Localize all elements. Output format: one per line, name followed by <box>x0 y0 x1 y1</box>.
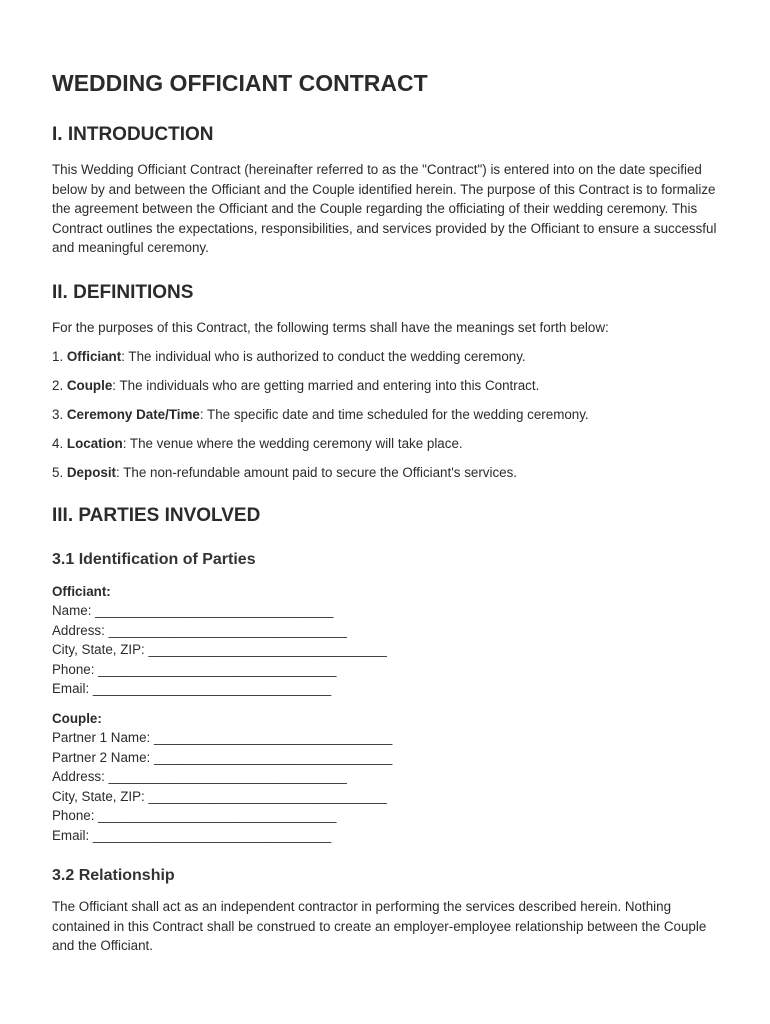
definition-number: 2. <box>52 378 67 394</box>
officiant-label: Officiant: <box>52 583 111 599</box>
officiant-name-field: Name: ________________________________ <box>52 603 334 619</box>
definition-item <box>52 376 718 396</box>
definition-text: : The venue where the wedding ceremony will take place. <box>122 436 463 452</box>
definition-item <box>52 405 718 425</box>
definition-term: Ceremony Date/Time <box>66 407 200 423</box>
definitions-list <box>52 347 718 483</box>
couple-city-field: City, State, ZIP: ________________________________ <box>52 788 387 804</box>
definition-text: : The non-refundable amount paid to secure the Officiant's services. <box>116 465 518 481</box>
officiant-city-field: City, State, ZIP: ________________________________ <box>52 642 387 658</box>
partner1-name-field: Partner 1 Name: ________________________________ <box>52 730 393 746</box>
definition-item <box>52 434 718 454</box>
section-heading-definitions: II. DEFINITIONS <box>52 281 194 303</box>
definition-term: Location <box>66 436 123 452</box>
definition-number: 1. <box>52 349 67 364</box>
relationship-paragraph: The Officiant shall act as an independent contractor in performing the services described herein. Nothing contained in this Contract shall be construed to create an employer-employee relationship between the Couple and the Officiant. <box>52 899 707 954</box>
couple-address-field: Address: ________________________________ <box>52 769 347 785</box>
couple-label: Couple: <box>52 710 102 726</box>
definition-text: : The specific date and time scheduled for the wedding ceremony. <box>199 407 589 423</box>
definition-item <box>52 463 718 483</box>
document-title: WEDDING OFFICIANT CONTRACT <box>52 70 428 96</box>
section-heading-parties: III. PARTIES INVOLVED <box>52 504 261 526</box>
introduction-paragraph: This Wedding Officiant Contract (hereinafter referred to as the "Contract") is entered into on the date specified below by and between the Officiant and the Couple identified herein. The purpose of this Contract is to formalize the agreement between the Officiant and the Couple regarding the officiating of their wedding ceremony. This Contract outlines the expectations, responsibilities, and services provided by the Officiant to ensure a successful and meaningful ceremony. <box>52 162 717 255</box>
subsection-heading-identification: 3.1 Identification of Parties <box>52 550 256 568</box>
officiant-block <box>52 582 718 699</box>
couple-phone-field: Phone: ________________________________ <box>52 808 337 824</box>
subsection-heading-relationship: 3.2 Relationship <box>52 867 175 885</box>
definition-number: 5. <box>52 465 67 481</box>
section-heading-introduction: I. INTRODUCTION <box>52 124 214 145</box>
definition-text: : The individuals who are getting married and entering into this Contract. <box>112 378 540 394</box>
partner2-name-field: Partner 2 Name: ________________________________ <box>52 749 393 765</box>
definition-text: : The individual who is authorized to conduct the wedding ceremony. <box>121 349 526 364</box>
definition-term: Deposit <box>66 465 116 481</box>
officiant-phone-field: Phone: ________________________________ <box>52 661 337 677</box>
couple-block <box>52 709 718 846</box>
definition-number: 4. <box>52 436 67 452</box>
definition-term: Couple <box>66 378 113 394</box>
couple-email-field: Email: ________________________________ <box>52 827 332 843</box>
officiant-address-field: Address: ________________________________ <box>52 622 347 638</box>
officiant-email-field: Email: ________________________________ <box>52 681 332 697</box>
definitions-lead: For the purposes of this Contract, the following terms shall have the meanings set forth below: <box>52 319 609 335</box>
definition-number: 3. <box>52 407 67 423</box>
definition-term: Officiant <box>66 349 122 364</box>
definition-item <box>52 347 718 367</box>
